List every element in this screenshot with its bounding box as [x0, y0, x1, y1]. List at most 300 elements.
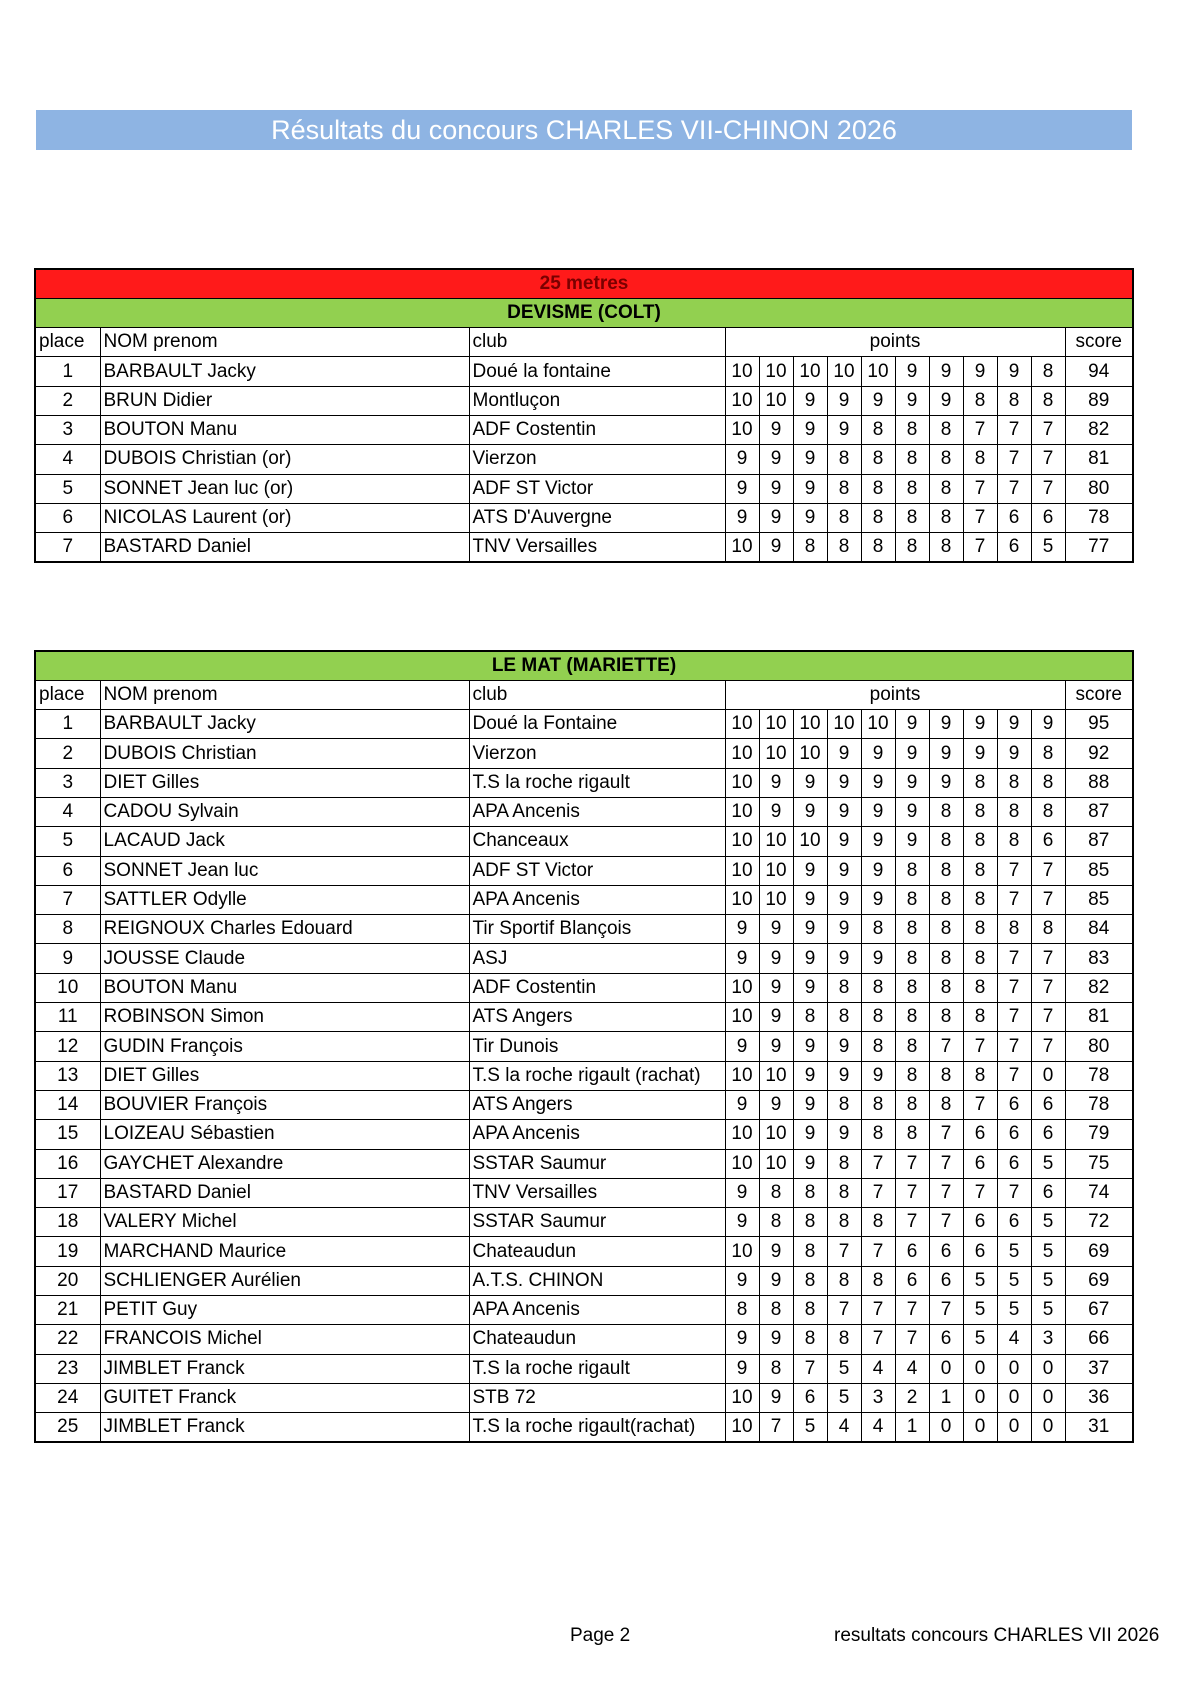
cell-point: 9	[861, 1061, 895, 1090]
cell-score: 83	[1065, 944, 1133, 973]
results-table-devisme	[34, 268, 1134, 563]
cell-point: 8	[1031, 768, 1065, 797]
cell-point: 10	[759, 710, 793, 739]
cell-place: 21	[35, 1296, 100, 1325]
cell-point: 9	[725, 1266, 759, 1295]
cell-point: 9	[929, 710, 963, 739]
cell-point: 9	[827, 768, 861, 797]
cell-point: 1	[895, 1413, 929, 1442]
cell-place: 14	[35, 1090, 100, 1119]
cell-club: Tir Dunois	[469, 1032, 725, 1061]
cell-point: 10	[759, 739, 793, 768]
header-points: points	[725, 680, 1065, 709]
cell-point: 7	[997, 1178, 1031, 1207]
table-row	[35, 973, 1133, 1002]
header-score: score	[1065, 680, 1133, 709]
cell-point: 6	[1031, 1090, 1065, 1119]
cell-point: 9	[1031, 710, 1065, 739]
cell-name: BASTARD Daniel	[100, 533, 469, 562]
cell-point: 9	[827, 944, 861, 973]
cell-point: 6	[997, 1149, 1031, 1178]
cell-score: 37	[1065, 1354, 1133, 1383]
cell-point: 8	[997, 827, 1031, 856]
cell-score: 92	[1065, 739, 1133, 768]
cell-point: 6	[929, 1237, 963, 1266]
cell-score: 87	[1065, 797, 1133, 826]
cell-name: JIMBLET Franck	[100, 1354, 469, 1383]
cell-point: 7	[963, 474, 997, 503]
cell-point: 9	[827, 827, 861, 856]
cell-point: 9	[793, 415, 827, 444]
cell-point: 8	[997, 768, 1031, 797]
page-title: Résultats du concours CHARLES VII-CHINON 2026	[36, 110, 1132, 150]
cell-point: 9	[861, 386, 895, 415]
cell-point: 9	[759, 1090, 793, 1119]
table-row	[35, 1178, 1133, 1207]
table-row	[35, 415, 1133, 444]
cell-point: 7	[963, 1178, 997, 1207]
cell-point: 10	[827, 710, 861, 739]
cell-club: ADF Costentin	[469, 973, 725, 1002]
cell-name: CADOU Sylvain	[100, 797, 469, 826]
cell-name: GUDIN François	[100, 1032, 469, 1061]
cell-name: DIET Gilles	[100, 1061, 469, 1090]
cell-point: 9	[725, 915, 759, 944]
cell-point: 6	[895, 1266, 929, 1295]
cell-point: 9	[827, 739, 861, 768]
cell-place: 20	[35, 1266, 100, 1295]
cell-point: 5	[963, 1325, 997, 1354]
cell-point: 8	[929, 915, 963, 944]
cell-club: STB 72	[469, 1383, 725, 1412]
cell-point: 9	[725, 1354, 759, 1383]
cell-place: 25	[35, 1413, 100, 1442]
cell-point: 9	[861, 827, 895, 856]
cell-point: 8	[793, 1266, 827, 1295]
cell-point: 8	[929, 445, 963, 474]
cell-point: 8	[861, 1208, 895, 1237]
cell-point: 8	[895, 973, 929, 1002]
cell-club: APA Ancenis	[469, 1120, 725, 1149]
cell-point: 0	[1031, 1413, 1065, 1442]
section-title: 25 metres	[35, 269, 1133, 298]
cell-club: ASJ	[469, 944, 725, 973]
cell-point: 7	[1031, 856, 1065, 885]
cell-point: 7	[1031, 415, 1065, 444]
cell-point: 6	[997, 1208, 1031, 1237]
table-row	[35, 885, 1133, 914]
cell-point: 8	[929, 973, 963, 1002]
cell-point: 8	[895, 533, 929, 562]
cell-point: 6	[997, 533, 1031, 562]
cell-point: 9	[759, 1003, 793, 1032]
cell-point: 9	[759, 973, 793, 1002]
cell-point: 9	[759, 1325, 793, 1354]
cell-score: 81	[1065, 445, 1133, 474]
cell-place: 19	[35, 1237, 100, 1266]
cell-score: 89	[1065, 386, 1133, 415]
table-row	[35, 1413, 1133, 1442]
cell-place: 24	[35, 1383, 100, 1412]
cell-name: GAYCHET Alexandre	[100, 1149, 469, 1178]
cell-point: 10	[793, 357, 827, 386]
cell-place: 16	[35, 1149, 100, 1178]
cell-point: 9	[793, 973, 827, 1002]
cell-point: 2	[895, 1383, 929, 1412]
table-row	[35, 1237, 1133, 1266]
cell-point: 10	[725, 533, 759, 562]
table-row	[35, 1208, 1133, 1237]
cell-point: 8	[895, 1032, 929, 1061]
cell-score: 67	[1065, 1296, 1133, 1325]
cell-point: 7	[1031, 1003, 1065, 1032]
cell-score: 84	[1065, 915, 1133, 944]
cell-point: 8	[861, 1090, 895, 1119]
cell-point: 8	[827, 533, 861, 562]
cell-point: 7	[997, 1032, 1031, 1061]
cell-point: 0	[963, 1354, 997, 1383]
cell-point: 9	[725, 474, 759, 503]
cell-point: 0	[997, 1413, 1031, 1442]
cell-point: 9	[793, 503, 827, 532]
cell-point: 8	[827, 503, 861, 532]
cell-point: 9	[725, 1032, 759, 1061]
cell-point: 8	[861, 1032, 895, 1061]
cell-point: 5	[1031, 1208, 1065, 1237]
cell-name: DIET Gilles	[100, 768, 469, 797]
cell-point: 10	[725, 1061, 759, 1090]
cell-point: 10	[759, 1120, 793, 1149]
cell-point: 7	[997, 474, 1031, 503]
cell-point: 7	[861, 1178, 895, 1207]
cell-club: A.T.S. CHINON	[469, 1266, 725, 1295]
cell-point: 6	[963, 1237, 997, 1266]
cell-club: T.S la roche rigault (rachat)	[469, 1061, 725, 1090]
cell-score: 95	[1065, 710, 1133, 739]
cell-name: BRUN Didier	[100, 386, 469, 415]
cell-point: 5	[1031, 1237, 1065, 1266]
cell-point: 8	[963, 915, 997, 944]
table-row	[35, 797, 1133, 826]
cell-name: DUBOIS Christian	[100, 739, 469, 768]
cell-point: 10	[793, 710, 827, 739]
cell-point: 8	[895, 944, 929, 973]
cell-point: 3	[861, 1383, 895, 1412]
footer-page-number: Page 2	[570, 1625, 631, 1646]
table-row	[35, 827, 1133, 856]
cell-point: 9	[929, 357, 963, 386]
cell-point: 9	[725, 445, 759, 474]
cell-point: 9	[793, 1032, 827, 1061]
cell-point: 9	[759, 503, 793, 532]
header-place: place	[35, 328, 100, 357]
cell-place: 12	[35, 1032, 100, 1061]
header-name: NOM prenom	[100, 680, 469, 709]
cell-point: 8	[759, 1354, 793, 1383]
cell-point: 9	[793, 1090, 827, 1119]
cell-name: LACAUD Jack	[100, 827, 469, 856]
cell-point: 6	[1031, 827, 1065, 856]
header-score: score	[1065, 328, 1133, 357]
cell-point: 5	[827, 1383, 861, 1412]
header-place: place	[35, 680, 100, 709]
cell-point: 9	[827, 415, 861, 444]
cell-score: 82	[1065, 973, 1133, 1002]
cell-point: 8	[895, 1061, 929, 1090]
cell-point: 8	[793, 1325, 827, 1354]
cell-point: 7	[997, 973, 1031, 1002]
cell-place: 5	[35, 827, 100, 856]
cell-point: 10	[861, 710, 895, 739]
cell-point: 10	[725, 1383, 759, 1412]
cell-point: 8	[793, 1296, 827, 1325]
cell-point: 8	[827, 1208, 861, 1237]
cell-point: 9	[963, 357, 997, 386]
cell-place: 9	[35, 944, 100, 973]
cell-point: 8	[895, 915, 929, 944]
cell-name: GUITET Franck	[100, 1383, 469, 1412]
cell-point: 9	[963, 710, 997, 739]
cell-point: 9	[929, 386, 963, 415]
cell-point: 9	[793, 445, 827, 474]
cell-point: 8	[929, 827, 963, 856]
cell-place: 6	[35, 856, 100, 885]
cell-point: 8	[827, 1325, 861, 1354]
cell-place: 7	[35, 533, 100, 562]
cell-point: 8	[895, 474, 929, 503]
cell-place: 7	[35, 885, 100, 914]
cell-point: 6	[997, 1090, 1031, 1119]
cell-point: 10	[725, 710, 759, 739]
cell-point: 9	[895, 797, 929, 826]
cell-point: 9	[793, 856, 827, 885]
cell-point: 9	[793, 474, 827, 503]
cell-point: 8	[895, 503, 929, 532]
cell-club: T.S la roche rigault	[469, 1354, 725, 1383]
cell-point: 9	[895, 710, 929, 739]
cell-point: 4	[895, 1354, 929, 1383]
cell-point: 7	[827, 1237, 861, 1266]
cell-club: ADF ST Victor	[469, 474, 725, 503]
cell-point: 7	[861, 1149, 895, 1178]
cell-point: 10	[861, 357, 895, 386]
cell-point: 7	[861, 1296, 895, 1325]
cell-point: 6	[963, 1149, 997, 1178]
cell-point: 1	[929, 1383, 963, 1412]
table-row	[35, 1120, 1133, 1149]
cell-point: 8	[861, 415, 895, 444]
cell-point: 7	[963, 533, 997, 562]
cell-point: 7	[963, 415, 997, 444]
cell-point: 9	[997, 357, 1031, 386]
cell-point: 8	[963, 944, 997, 973]
cell-score: 74	[1065, 1178, 1133, 1207]
cell-point: 7	[1031, 973, 1065, 1002]
cell-score: 85	[1065, 856, 1133, 885]
cell-point: 8	[963, 885, 997, 914]
cell-point: 9	[895, 357, 929, 386]
cell-name: DUBOIS Christian (or)	[100, 445, 469, 474]
cell-point: 10	[725, 1120, 759, 1149]
cell-point: 8	[827, 1149, 861, 1178]
cell-point: 10	[725, 415, 759, 444]
cell-score: 82	[1065, 415, 1133, 444]
cell-point: 8	[963, 797, 997, 826]
cell-point: 8	[861, 533, 895, 562]
cell-point: 7	[929, 1120, 963, 1149]
cell-point: 8	[963, 1061, 997, 1090]
cell-point: 9	[759, 797, 793, 826]
cell-point: 5	[963, 1296, 997, 1325]
cell-point: 8	[1031, 357, 1065, 386]
cell-point: 8	[929, 797, 963, 826]
cell-point: 7	[997, 445, 1031, 474]
table-row	[35, 1090, 1133, 1119]
cell-point: 5	[1031, 1296, 1065, 1325]
cell-point: 9	[895, 739, 929, 768]
cell-place: 23	[35, 1354, 100, 1383]
cell-point: 6	[793, 1383, 827, 1412]
cell-point: 9	[861, 856, 895, 885]
cell-point: 8	[929, 474, 963, 503]
cell-point: 10	[725, 386, 759, 415]
cell-point: 9	[997, 739, 1031, 768]
cell-place: 4	[35, 445, 100, 474]
cell-club: SSTAR Saumur	[469, 1149, 725, 1178]
cell-club: ATS D'Auvergne	[469, 503, 725, 532]
cell-point: 9	[759, 533, 793, 562]
cell-point: 7	[997, 415, 1031, 444]
header-name: NOM prenom	[100, 328, 469, 357]
cell-point: 8	[895, 1003, 929, 1032]
cell-point: 8	[929, 503, 963, 532]
cell-score: 85	[1065, 885, 1133, 914]
cell-point: 10	[827, 357, 861, 386]
cell-point: 7	[793, 1354, 827, 1383]
header-club: club	[469, 328, 725, 357]
cell-point: 9	[725, 1090, 759, 1119]
cell-point: 8	[861, 1003, 895, 1032]
cell-score: 69	[1065, 1266, 1133, 1295]
cell-point: 7	[827, 1296, 861, 1325]
cell-point: 3	[1031, 1325, 1065, 1354]
cell-score: 78	[1065, 1090, 1133, 1119]
cell-point: 8	[997, 386, 1031, 415]
cell-point: 7	[861, 1325, 895, 1354]
cell-point: 4	[861, 1354, 895, 1383]
cell-point: 9	[929, 739, 963, 768]
cell-point: 7	[963, 1032, 997, 1061]
cell-score: 69	[1065, 1237, 1133, 1266]
cell-point: 8	[895, 445, 929, 474]
cell-point: 8	[963, 1003, 997, 1032]
cell-point: 9	[861, 885, 895, 914]
cell-point: 8	[827, 973, 861, 1002]
cell-point: 9	[793, 768, 827, 797]
cell-place: 15	[35, 1120, 100, 1149]
cell-point: 8	[997, 915, 1031, 944]
cell-point: 5	[963, 1266, 997, 1295]
cell-point: 6	[929, 1266, 963, 1295]
cell-point: 6	[997, 503, 1031, 532]
cell-point: 9	[895, 386, 929, 415]
cell-club: APA Ancenis	[469, 1296, 725, 1325]
cell-point: 10	[725, 1003, 759, 1032]
column-header-row	[35, 328, 1133, 357]
cell-club: TNV Versailles	[469, 1178, 725, 1207]
cell-point: 8	[759, 1296, 793, 1325]
cell-score: 80	[1065, 474, 1133, 503]
cell-club: ATS Angers	[469, 1090, 725, 1119]
cell-point: 10	[725, 797, 759, 826]
cell-score: 31	[1065, 1413, 1133, 1442]
cell-club: Vierzon	[469, 739, 725, 768]
cell-name: BOUTON Manu	[100, 973, 469, 1002]
cell-point: 8	[929, 1061, 963, 1090]
cell-point: 6	[895, 1237, 929, 1266]
cell-point: 9	[725, 944, 759, 973]
cell-club: APA Ancenis	[469, 797, 725, 826]
cell-score: 94	[1065, 357, 1133, 386]
cell-point: 8	[827, 474, 861, 503]
cell-point: 8	[895, 885, 929, 914]
cell-point: 4	[861, 1413, 895, 1442]
cell-club: TNV Versailles	[469, 533, 725, 562]
cell-club: SSTAR Saumur	[469, 1208, 725, 1237]
cell-point: 0	[963, 1413, 997, 1442]
cell-point: 7	[929, 1208, 963, 1237]
cell-point: 7	[1031, 944, 1065, 973]
cell-point: 9	[895, 768, 929, 797]
cell-name: LOIZEAU Sébastien	[100, 1120, 469, 1149]
cell-point: 7	[997, 1061, 1031, 1090]
cell-name: BASTARD Daniel	[100, 1178, 469, 1207]
cell-point: 0	[997, 1383, 1031, 1412]
cell-point: 7	[963, 1090, 997, 1119]
cell-point: 9	[861, 739, 895, 768]
cell-place: 18	[35, 1208, 100, 1237]
cell-point: 8	[895, 415, 929, 444]
cell-place: 8	[35, 915, 100, 944]
cell-point: 6	[1031, 1178, 1065, 1207]
cell-point: 8	[827, 445, 861, 474]
cell-point: 9	[759, 1237, 793, 1266]
cell-point: 9	[827, 386, 861, 415]
cell-club: T.S la roche rigault	[469, 768, 725, 797]
cell-point: 10	[725, 885, 759, 914]
cell-point: 9	[759, 1266, 793, 1295]
cell-point: 8	[725, 1296, 759, 1325]
cell-place: 17	[35, 1178, 100, 1207]
category-title: LE MAT (MARIETTE)	[35, 651, 1133, 680]
table-row	[35, 710, 1133, 739]
cell-point: 8	[861, 1266, 895, 1295]
cell-point: 9	[759, 915, 793, 944]
table-row	[35, 533, 1133, 562]
cell-point: 8	[1031, 386, 1065, 415]
cell-name: NICOLAS Laurent (or)	[100, 503, 469, 532]
cell-point: 8	[861, 474, 895, 503]
cell-score: 77	[1065, 533, 1133, 562]
cell-point: 8	[929, 944, 963, 973]
cell-point: 9	[759, 474, 793, 503]
cell-point: 7	[895, 1208, 929, 1237]
table-row	[35, 1032, 1133, 1061]
cell-point: 0	[963, 1383, 997, 1412]
cell-point: 6	[1031, 1120, 1065, 1149]
cell-point: 8	[827, 1266, 861, 1295]
cell-point: 7	[963, 503, 997, 532]
